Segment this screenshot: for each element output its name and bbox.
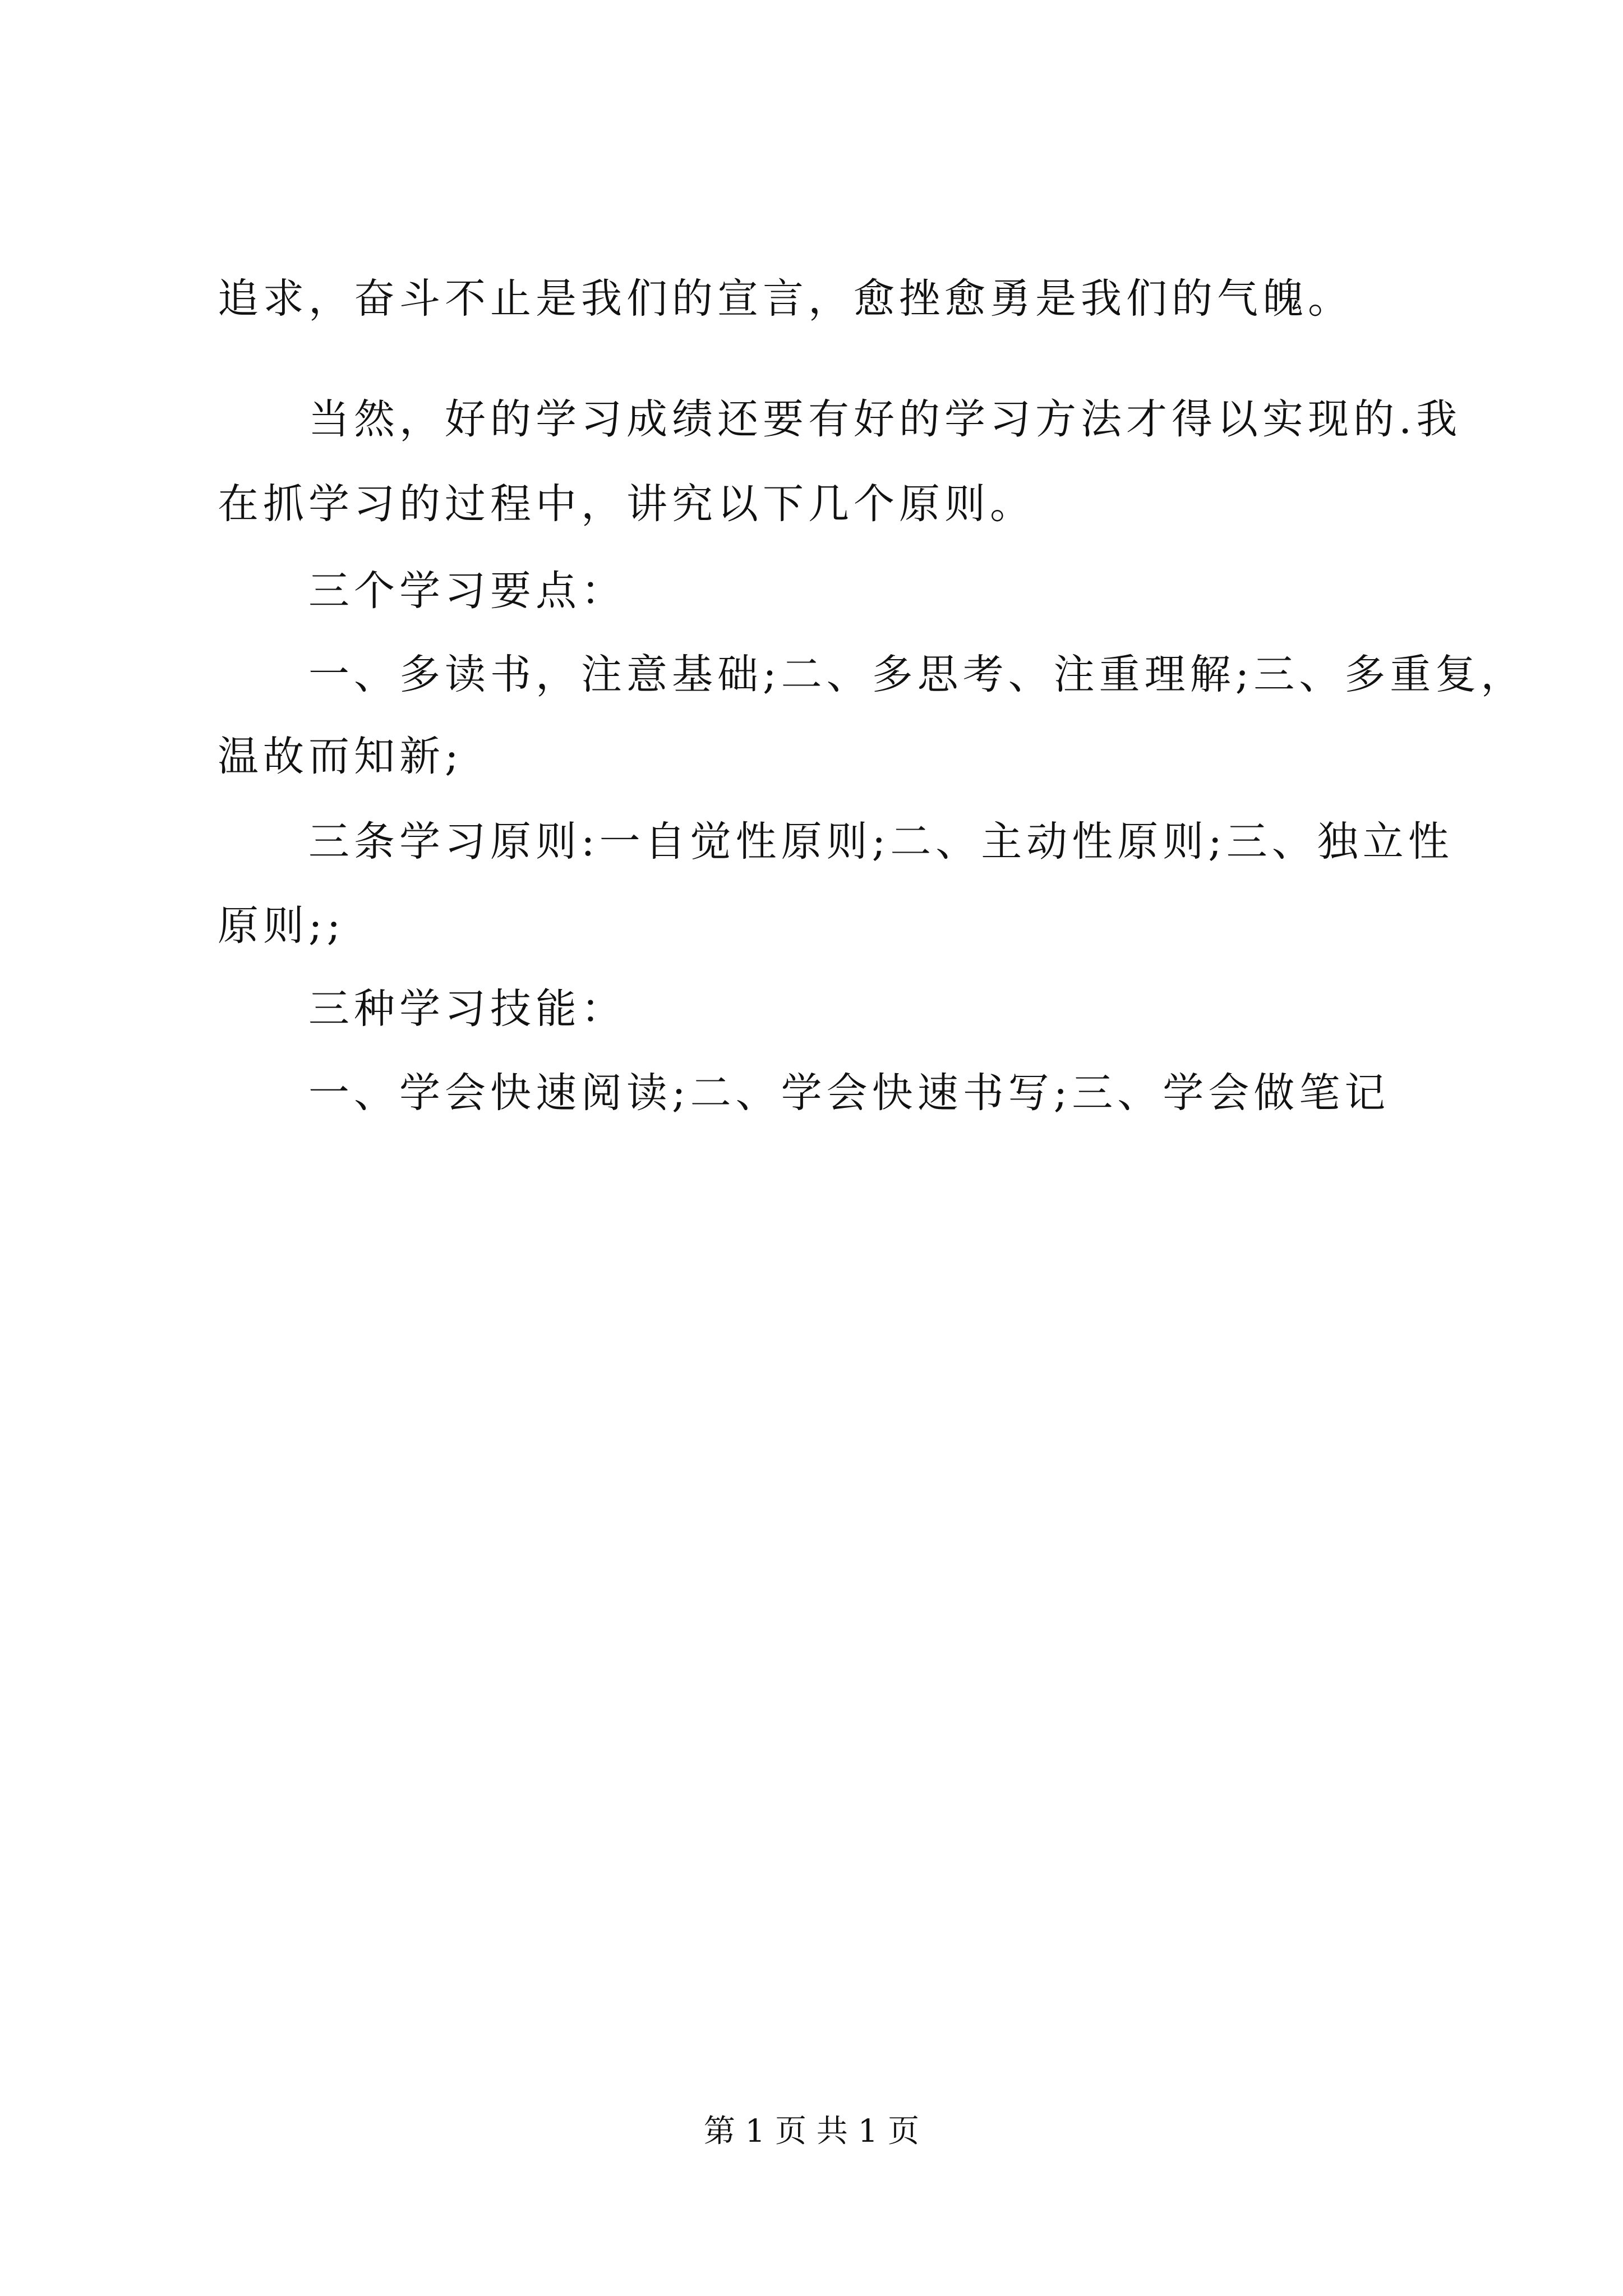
paragraph-line: 一、学会快速阅读;二、学会快速书写;三、学会做笔记 [308,1069,1390,1117]
paragraph-line: 在抓学习的过程中，讲究以下几个原则。 [218,480,1035,528]
paragraph-line: 三条学习原则:一自觉性原则;二、主动性原则;三、独立性 [308,818,1454,866]
section-heading: 三种学习技能： [308,985,626,1033]
paragraph-line: 当然，好的学习成绩还要有好的学习方法才得以实现的.我 [308,395,1462,443]
paragraph-line: 追求，奋斗不止是我们的宣言，愈挫愈勇是我们的气魄。 [218,275,1353,323]
page-footer: 第 1 页 共 1 页 [703,2113,920,2150]
paragraph-line: 温故而知新; [218,733,463,780]
paragraph-line: 一、多读书，注意基础;二、多思考、注重理解;三、多重复， [308,651,1527,698]
section-heading: 三个学习要点： [308,567,626,615]
paragraph-line: 原则;; [218,902,345,950]
